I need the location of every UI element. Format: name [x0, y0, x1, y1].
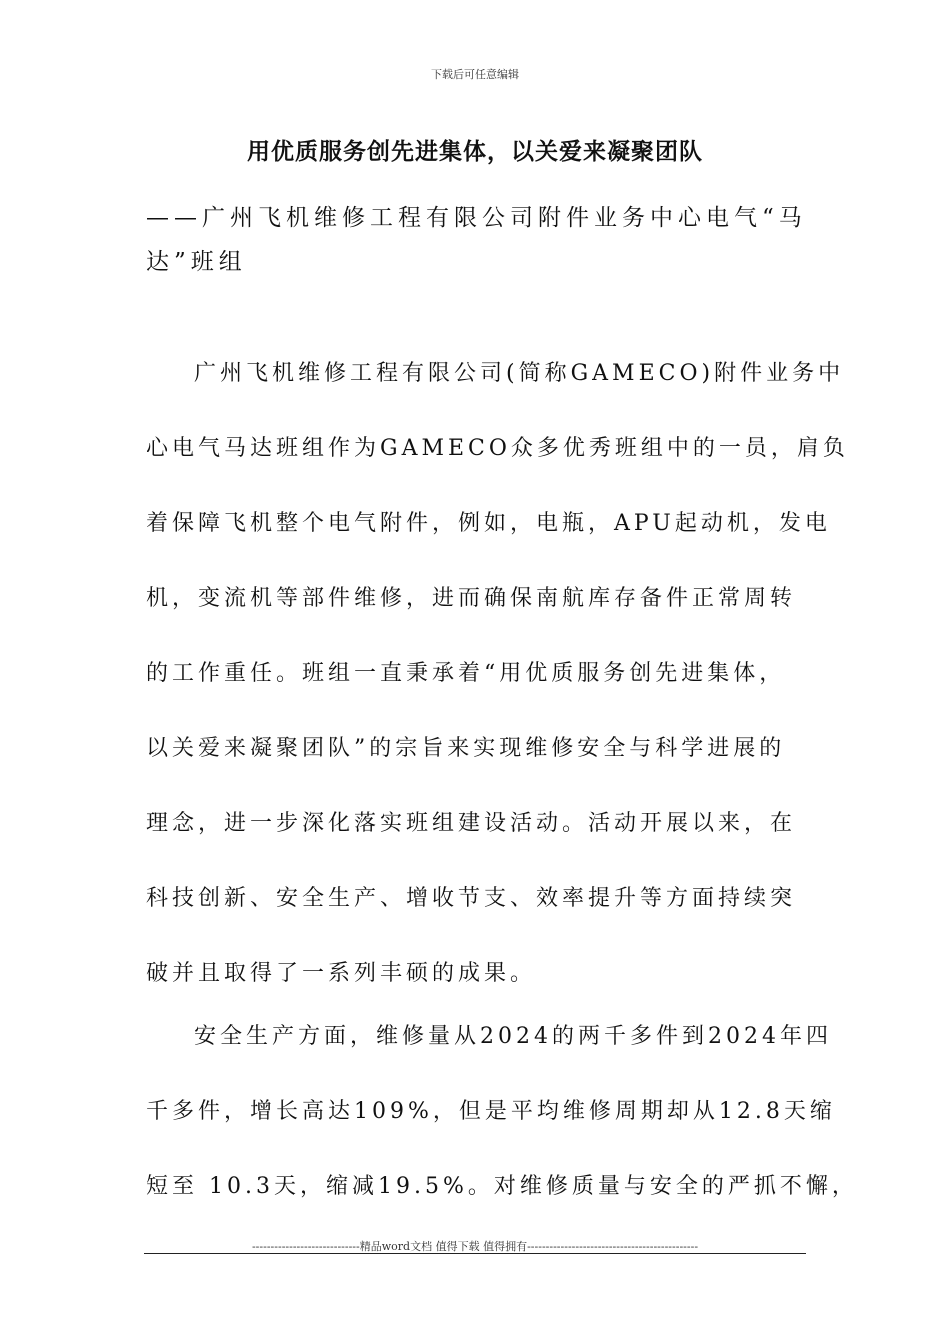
page-header-note: 下载后可任意编辑 [431, 68, 519, 81]
paragraph-line: 以关爱来凝聚团队”的宗旨来实现维修安全与科学进展的 [146, 736, 786, 761]
paragraph-line: 短至 10.3天，缩减19.5%。对维修质量与安全的严抓不懈， [146, 1174, 858, 1199]
paragraph-line: 机，变流机等部件维修，进而确保南航库存备件正常周转 [146, 586, 797, 611]
paragraph-line: 的工作重任。班组一直秉承着“用优质服务创先进集体， [146, 661, 786, 686]
paragraph-line: 千多件，增长高达109%，但是平均维修周期却从12.8天缩 [146, 1099, 836, 1124]
footer-divider [144, 1253, 806, 1254]
page-footer-note: -----------------------------精品word文档 值得下载 值得拥有---------------------------------------------- [251, 1240, 699, 1253]
paragraph-line: 广州飞机维修工程有限公司(简称GAMECO)附件业务中 [194, 361, 845, 386]
paragraph-intro [146, 359, 849, 1034]
paragraph-line: 科技创新、安全生产、增收节支、效率提升等方面持续突 [146, 886, 797, 911]
paragraph-line: 着保障飞机整个电气附件，例如，电瓶，APU起动机，发电 [146, 511, 831, 536]
subtitle-line: 达”班组 [146, 249, 247, 275]
document-subtitle [146, 196, 816, 284]
paragraph-line: 理念，进一步深化落实班组建设活动。活动开展以来，在 [146, 811, 797, 836]
paragraph-line: 安全生产方面，维修量从2024的两千多件到2024年四 [194, 1024, 832, 1049]
paragraph-line: 破并且取得了一系列丰硕的成果。 [146, 961, 537, 986]
document-title: 用优质服务创先进集体，以关爱来凝聚团队 [247, 138, 703, 165]
paragraph-line: 心电气马达班组作为GAMECO众多优秀班组中的一员，肩负 [146, 436, 849, 461]
paragraph-safety [146, 1022, 858, 1247]
subtitle-line: ——广州飞机维修工程有限公司附件业务中心电气“马 [146, 205, 807, 231]
